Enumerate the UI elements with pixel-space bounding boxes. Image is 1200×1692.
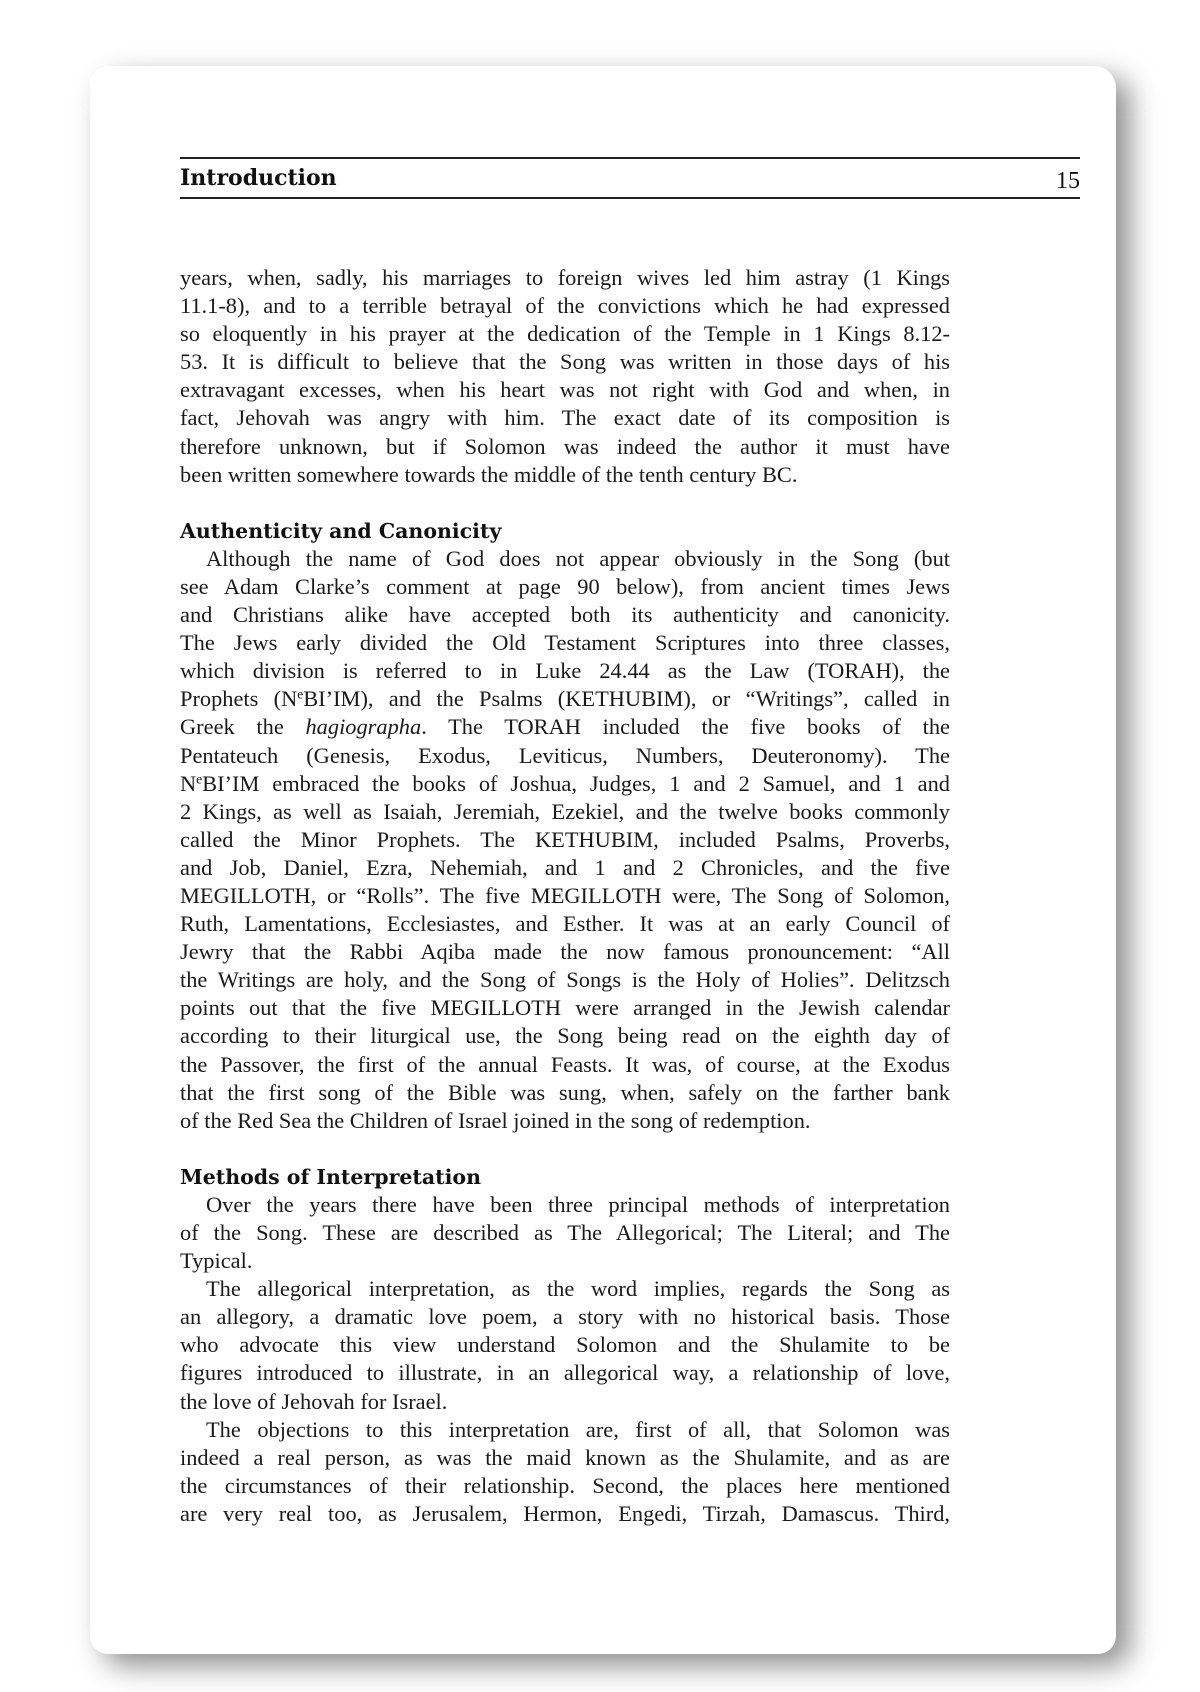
text-line: been written somewhere towards the middle of the tenth century BC. [180,461,798,487]
text-fragment: BI’IM), and the Psalms (KETHUBIM), or “Writings”, called in [303,686,951,712]
paragraph-objections [180,1416,950,1528]
text-line: so eloquently in his prayer at the dedication of the Temple in 1 Kings 8.12- [180,321,950,347]
text-line: who advocate this view understand Solomon and the Shulamite to be [180,1332,950,1358]
running-header-title: Introduction [180,165,337,191]
text-line: figures introduced to illustrate, in an allegorical way, a relationship of love, [180,1360,950,1386]
page-number: 15 [1056,168,1080,194]
paragraph-methods-intro [180,1191,950,1275]
text-line [180,713,950,741]
text-line: of the Red Sea the Children of Israel joined in the song of redemption. [180,1107,811,1133]
text-line: are very real too, as Jerusalem, Hermon, Engedi, Tirzah, Damascus. Third, [180,1500,950,1526]
text-line: extravagant excesses, when his heart was not right with God and when, in [180,377,950,403]
text-line: The objections to this interpretation are, first of all, that Solomon was [206,1416,950,1442]
text-line: and Christians alike have accepted both its authenticity and canonicity. [180,602,950,628]
text-line: according to their liturgical use, the Song being read on the eighth day of [180,1023,950,1049]
text-line: 53. It is difficult to believe that the Song was written in those days of his [180,349,950,375]
text-line: Although the name of God does not appear obviously in the Song (but [206,545,950,571]
text-fragment: Prophets (N [180,686,298,712]
text-line [180,770,950,798]
text-line: The allegorical interpretation, as the word implies, regards the Song as [206,1276,950,1302]
text-line: that the first song of the Bible was sung, when, safely on the farther bank [180,1079,950,1105]
running-header [180,157,1080,199]
text-fragment: . The TORAH included the five books of the [421,714,950,740]
text-line: points out that the five MEGILLOTH were arranged in the Jewish calendar [180,995,950,1021]
text-line: the Writings are holy, and the Song of Songs is the Holy of Holies”. Delitzsch [180,967,950,993]
text-fragment: N [180,770,197,796]
text-line: the love of Jehovah for Israel. [180,1388,448,1414]
text-line: called the Minor Prophets. The KETHUBIM, included Psalms, Proverbs, [180,826,950,852]
paragraph-allegorical [180,1275,950,1415]
text-line: The Jews early divided the Old Testament Scriptures into three classes, [180,630,950,656]
text-line: which division is referred to in Luke 24.44 as the Law (TORAH), the [180,658,950,684]
text-line: Over the years there have been three principal methods of interpretation [206,1191,950,1217]
text-line: indeed a real person, as was the maid known as the Shulamite, and as are [180,1444,950,1470]
text-line: the Passover, the first of the annual Feasts. It was, of course, at the Exodus [180,1051,950,1077]
text-line [180,685,950,713]
paragraph-authenticity [180,545,950,1135]
text-line: Pentateuch (Genesis, Exodus, Leviticus, Numbers, Deuteronomy). The [180,742,950,768]
section-heading-methods: Methods of Interpretation [180,1164,481,1189]
text-line: 11.1-8), and to a terrible betrayal of the convictions which he had expressed [180,293,950,319]
text-fragment: BI’IM embraced the books of Joshua, Judges, 1 and 2 Samuel, and 1 and [202,770,950,796]
section-heading-authenticity: Authenticity and Canonicity [180,518,502,543]
text-line: Jewry that the Rabbi Aqiba made the now famous pronouncement: “All [180,939,950,965]
text-line: of the Song. These are described as The Allegorical; The Literal; and The [180,1220,950,1245]
text-line: MEGILLOTH, or “Rolls”. The five MEGILLOTH were, The Song of Solomon, [180,882,950,908]
text-line: see Adam Clarke’s comment at page 90 below), from ancient times Jews [180,573,950,599]
text-line: and Job, Daniel, Ezra, Nehemiah, and 1 and 2 Chronicles, and the five [180,854,950,880]
text-fragment: Greek the [180,714,306,740]
superscript: e [196,771,203,787]
superscript: e [297,686,304,702]
text-line: 2 Kings, as well as Isaiah, Jeremiah, Ezekiel, and the twelve books commonly [180,798,950,824]
italic-term: hagiographa [305,714,422,740]
paragraph-continuation [180,264,950,489]
text-line: Ruth, Lamentations, Ecclesiastes, and Esther. It was at an early Council of [180,911,950,937]
body-text [180,264,950,1528]
text-line: fact, Jehovah was angry with him. The exact date of its composition is [180,405,950,431]
text-line: an allegory, a dramatic love poem, a story with no historical basis. Those [180,1304,950,1330]
text-line: Typical. [180,1248,253,1274]
text-line: therefore unknown, but if Solomon was indeed the author it must have [180,433,950,459]
text-line: the circumstances of their relationship. Second, the places here mentioned [180,1472,950,1498]
text-line: years, when, sadly, his marriages to foreign wives led him astray (1 Kings [180,265,950,290]
